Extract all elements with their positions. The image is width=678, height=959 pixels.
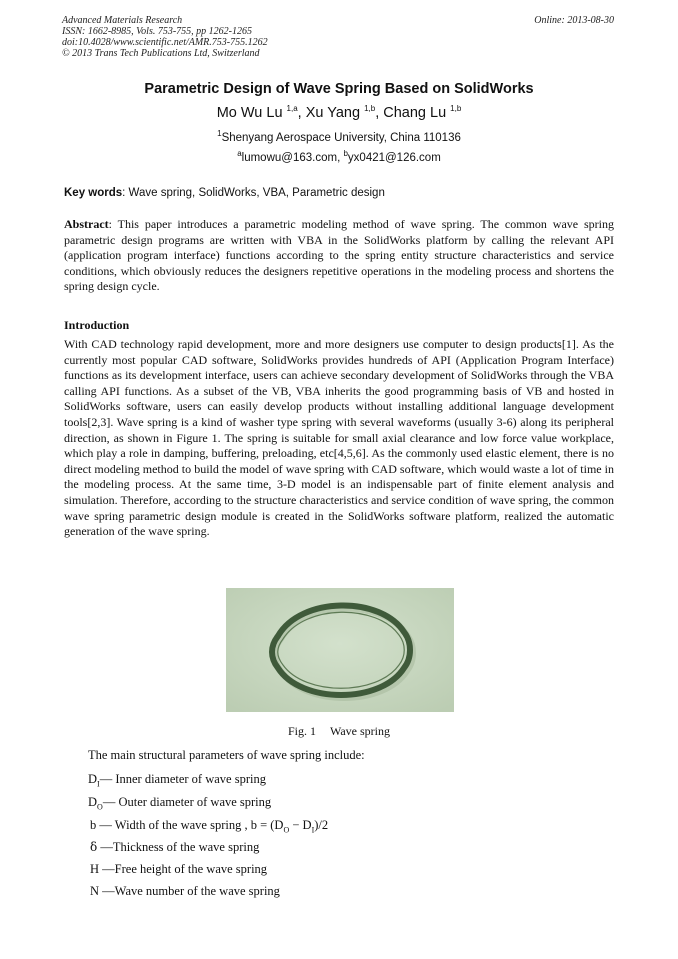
figure-wave-spring <box>226 588 454 712</box>
author-name: Chang Lu <box>383 105 447 121</box>
introduction-text: With CAD technology rapid development, more and more designers use computer to design products[1]. As the currently most popular CAD software, SolidWorks provides hundreds of API (Application Program Interface) functions as its development interface, users can achieve secondary development of SolidWorks through the VBA calling API functions. As a subset of the VB, VBA inherits the good programming basis of VB and hosted in SolidWorks software, users can easily develop products without installing additional language development tools[2,3]. Wave spring is a kind of washer type spring with several waveforms (usually 3-6) along its peripheral direction, as shown in Figure 1. The spring is suitable for small axial clearance and low force value workplace, which play a role in damping, buffering, preloading, etc[4,5,6]. As the commonly used elastic element, there is no direct modeling method to build the model of wave spring with CAD software, which would waste a lot of time in the modeling process. At the same time, 3-D model is an indispensable part of finite element analysis and simulation. Therefore, according to the structure characteristics and service condition of wave spring, the common wave spring parametric design module is created in the SolidWorks software platform, realized the automatic generation of the wave spring. <box>64 337 614 539</box>
keywords-label: Key words <box>64 187 123 199</box>
param-outer-diameter: $D_O—$ Outer diameter of wave spring <box>88 795 272 812</box>
wave-spring-photo <box>226 588 454 712</box>
param-free-height: H —Free height of the wave spring <box>90 862 268 876</box>
param-inner-diameter: $D_I—$ Inner diameter of wave spring <box>88 772 266 789</box>
paper-title: Parametric Design of Wave Spring Based on SolidWorks <box>144 81 534 97</box>
param-wave-number: N —Wave number of the wave spring <box>90 884 280 898</box>
keywords <box>64 187 385 199</box>
author-affil-mark: 1,a <box>286 104 298 114</box>
author-affil-mark: 1,b <box>450 104 462 114</box>
email-link[interactable]: lumowu@163.com <box>241 152 338 164</box>
figure-caption <box>0 724 678 739</box>
params-intro: The main structural parameters of wave spring include: <box>88 748 365 762</box>
keywords-text: : Wave spring, SolidWorks, VBA, Parametric design <box>122 187 385 199</box>
email-list: $^a$lumowu@163.com, $^b$yx0421@126.com <box>237 149 441 164</box>
author-name: Mo Wu Lu <box>216 105 283 121</box>
journal-header <box>62 15 268 59</box>
abstract-label: Abstract <box>64 217 109 231</box>
affil-mark: 1 <box>217 129 222 139</box>
journal-name: Advanced Materials Research <box>62 15 183 26</box>
online-date: Online: 2013-08-30 <box>534 15 614 26</box>
email-link[interactable]: yx0421@126.com <box>347 152 441 164</box>
copyright-line: © 2013 Trans Tech Publications Ltd, Switzerland <box>62 48 260 59</box>
figure-label: Fig. 1 <box>287 724 316 738</box>
author-list: Mo Wu Lu $^{1,a}$, Xu Yang $^{1,b}$, Chang Lu $^{1,b}$ <box>216 104 462 121</box>
issn-line: ISSN: 1662-8985, Vols. 753-755, pp 1262-1265 <box>62 26 252 37</box>
param-thickness: δ —Thickness of the wave spring <box>90 840 260 854</box>
abstract-text: : This paper introduces a parametric modeling method of wave spring. The common wave spring parametric design programs are written with VBA in the SolidWorks platform by calling the relevant API (application program interface) functions according to the spring entity structure characteristics and service conditions, which obviously reduces the designers repetitive operations in the modeling process and shortens the spring design cycle. <box>64 217 614 294</box>
abstract <box>64 217 614 295</box>
affiliation: $^1$Shenyang Aerospace University, China 110136 <box>217 129 461 144</box>
author-name: Xu Yang <box>305 105 361 121</box>
figure-caption-text: Wave spring <box>329 724 391 738</box>
author-affil-mark: 1,b <box>364 104 376 114</box>
section-heading-introduction: Introduction <box>64 318 130 332</box>
doi-line: doi:10.4028/www.scientific.net/AMR.753-755.1262 <box>62 37 268 48</box>
param-width: b — Width of the wave spring , $b = (D_O - D_I)/2$ <box>90 818 329 835</box>
